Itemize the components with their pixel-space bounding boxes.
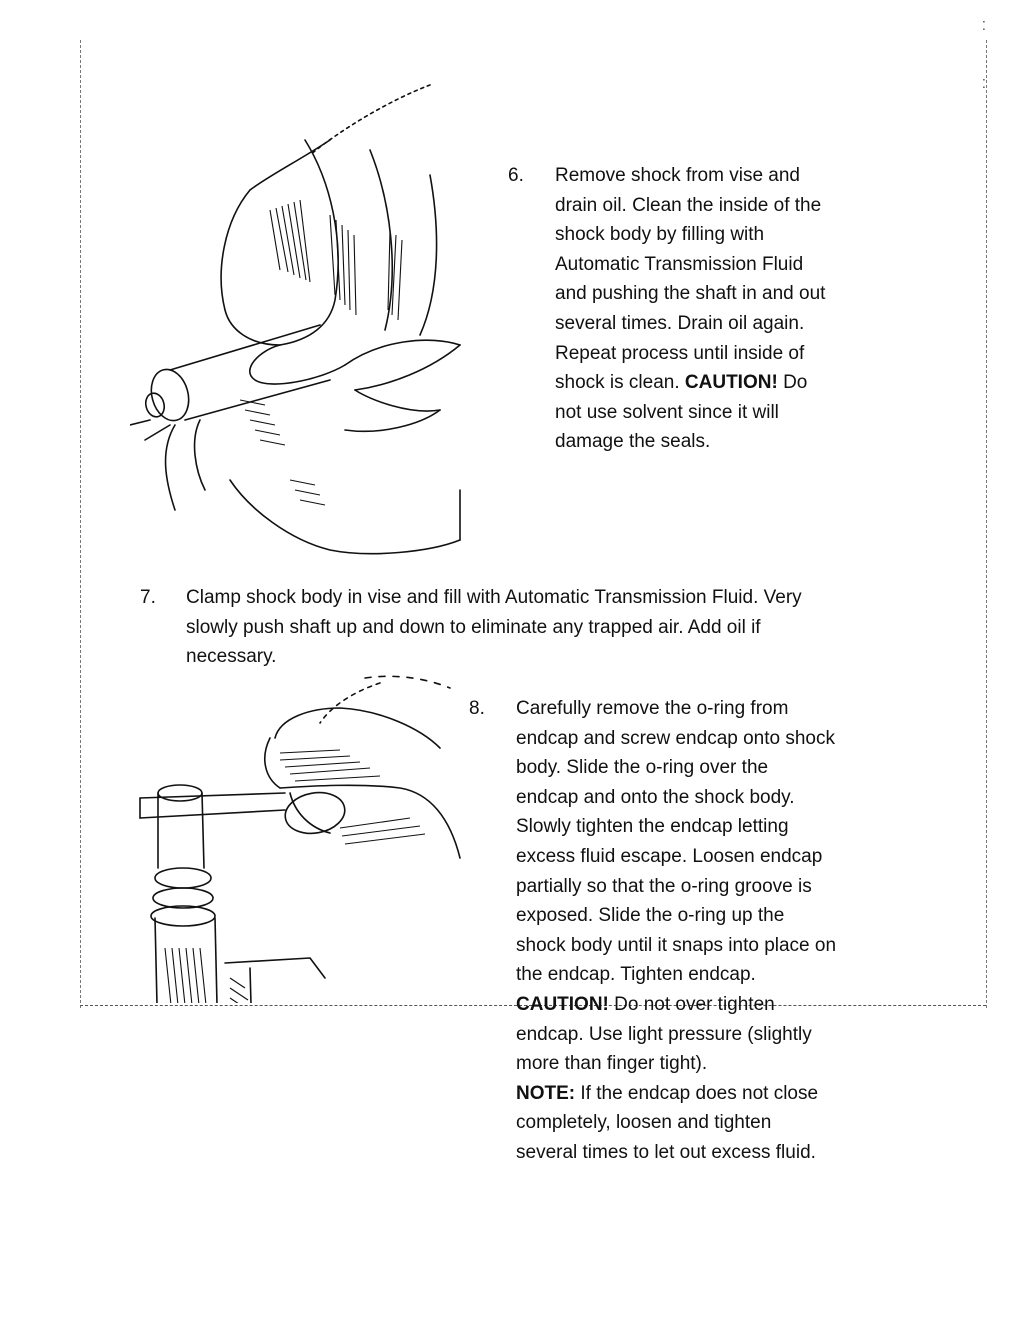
step-text-line: body. Slide the o-ring over the <box>516 757 769 779</box>
step-text-fragment: If the endcap does not close <box>580 1082 819 1104</box>
step-text-line: damage the seals. <box>555 431 711 453</box>
step-number: 6. <box>508 165 524 186</box>
step-text-line: and pushing the shaft in and out <box>555 283 826 305</box>
step-text-line: endcap and onto the shock body. <box>516 786 795 808</box>
step-text-line: Repeat process until inside of <box>555 342 805 364</box>
scan-mark: ⁚ <box>982 77 986 91</box>
step-text-line: the endcap. Tighten endcap. <box>516 964 756 986</box>
step-text-line: Remove shock from vise and <box>555 165 800 186</box>
step-text-line: shock body until it snaps into place on <box>516 934 837 956</box>
step-text-line <box>516 990 836 1020</box>
step-text-line: drain oil. Clean the inside of the <box>555 194 822 216</box>
step-number: 8. <box>469 698 485 719</box>
step-text-line: several times. Drain oil again. <box>555 312 805 334</box>
caution-label: CAUTION! <box>516 993 609 1015</box>
step-text-line: not use solvent since it will <box>555 401 779 423</box>
caution-label: CAUTION! <box>684 372 778 394</box>
step-number: 7. <box>140 587 156 608</box>
step-text-line: Automatic Transmission Fluid <box>555 253 804 275</box>
step-text-line: Clamp shock body in vise and fill with Automatic Transmission Fluid. Very <box>186 587 802 608</box>
step-text-line: endcap and screw endcap onto shock <box>516 727 835 749</box>
step-text-line <box>555 368 825 398</box>
hand-holding-shock-illustration <box>130 80 500 570</box>
step-text-line: shock body by filling with <box>555 224 765 246</box>
step-text-line: several times to let out excess fluid. <box>516 1141 816 1163</box>
step-text-fragment: Do not over tighten <box>614 993 775 1015</box>
step-text-line: Carefully remove the o-ring from <box>516 698 789 719</box>
shock-in-vise-illustration <box>80 668 480 1003</box>
step-text-fragment: shock is clean. <box>555 372 680 394</box>
step-text-line: necessary. <box>186 646 277 668</box>
note-label: NOTE: <box>516 1082 576 1104</box>
step-text-line: excess fluid escape. Loosen endcap <box>516 845 823 867</box>
step-text-line: more than finger tight). <box>516 1053 708 1075</box>
step-text-line: completely, loosen and tighten <box>516 1112 772 1134</box>
page-border-right <box>986 40 987 1008</box>
scan-mark: ⁚ <box>982 19 986 33</box>
step-text-line: endcap. Use light pressure (slightly <box>516 1023 812 1045</box>
step-text-fragment: Do <box>783 372 808 394</box>
step-text-line <box>516 1079 836 1109</box>
step-text-line: exposed. Slide the o-ring up the <box>516 905 785 927</box>
step-text-line: slowly push shaft up and down to eliminate any trapped air. Add oil if <box>186 616 761 638</box>
step-text-line: Slowly tighten the endcap letting <box>516 816 789 838</box>
step-text-line: partially so that the o-ring groove is <box>516 875 812 897</box>
